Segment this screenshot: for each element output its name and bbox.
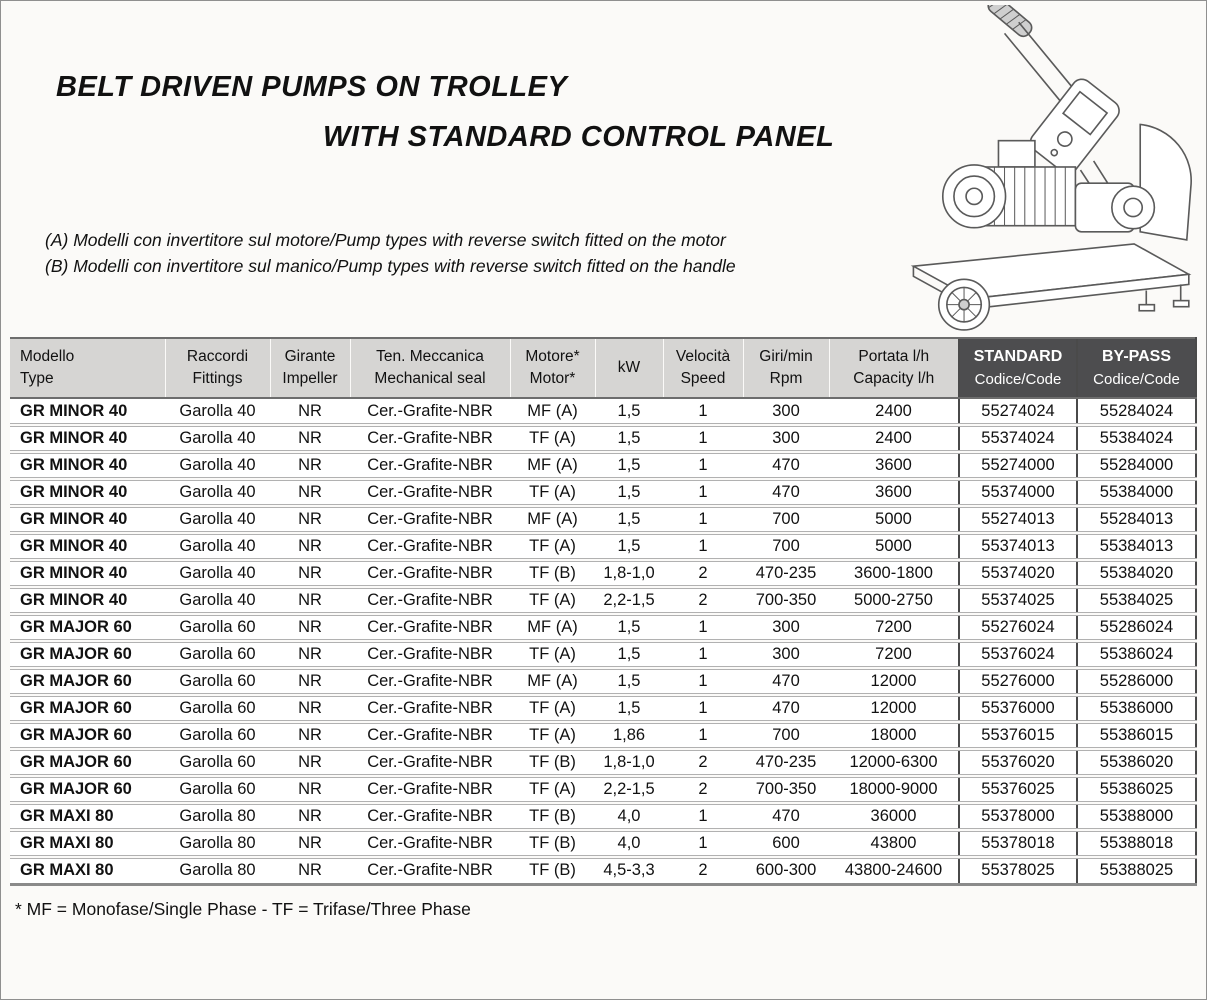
cell-kw: 1,5 <box>595 668 663 695</box>
cell-bypass: 55284024 <box>1077 398 1196 425</box>
cell-portata: 3600-1800 <box>829 560 959 587</box>
cell-standard: 55374024 <box>959 425 1077 452</box>
cell-standard: 55274024 <box>959 398 1077 425</box>
cell-portata: 12000-6300 <box>829 749 959 776</box>
cell-velocita: 1 <box>663 533 743 560</box>
cell-giri: 470 <box>743 695 829 722</box>
cell-velocita: 1 <box>663 425 743 452</box>
cell-modello: GR MAJOR 60 <box>10 668 165 695</box>
cell-portata: 5000 <box>829 506 959 533</box>
table-row <box>10 803 1196 830</box>
cell-standard: 55374000 <box>959 479 1077 506</box>
cell-bypass: 55384025 <box>1077 587 1196 614</box>
cell-portata: 5000 <box>829 533 959 560</box>
cell-bypass: 55286024 <box>1077 614 1196 641</box>
column-header-motore: Motore* Motor* <box>510 338 595 398</box>
cell-modello: GR MAXI 80 <box>10 857 165 884</box>
cell-seal: Cer.-Grafite-NBR <box>350 722 510 749</box>
cell-seal: Cer.-Grafite-NBR <box>350 560 510 587</box>
cell-giri: 700 <box>743 722 829 749</box>
cell-velocita: 1 <box>663 641 743 668</box>
cell-girante: NR <box>270 398 350 425</box>
table-row <box>10 452 1196 479</box>
cell-girante: NR <box>270 803 350 830</box>
cell-seal: Cer.-Grafite-NBR <box>350 425 510 452</box>
column-header-portata: Portata l/h Capacity l/h <box>829 338 959 398</box>
cell-raccordi: Garolla 40 <box>165 425 270 452</box>
cell-standard: 55374013 <box>959 533 1077 560</box>
cell-kw: 1,5 <box>595 506 663 533</box>
cell-modello: GR MINOR 40 <box>10 560 165 587</box>
cell-kw: 2,2-1,5 <box>595 587 663 614</box>
cell-kw: 1,5 <box>595 641 663 668</box>
cell-girante: NR <box>270 560 350 587</box>
cell-raccordi: Garolla 60 <box>165 668 270 695</box>
cell-seal: Cer.-Grafite-NBR <box>350 641 510 668</box>
cell-modello: GR MINOR 40 <box>10 506 165 533</box>
cell-girante: NR <box>270 695 350 722</box>
cell-motore: TF (B) <box>510 560 595 587</box>
cell-standard: 55274000 <box>959 452 1077 479</box>
cell-modello: GR MINOR 40 <box>10 533 165 560</box>
cell-motore: MF (A) <box>510 398 595 425</box>
cell-giri: 700-350 <box>743 587 829 614</box>
cell-girante: NR <box>270 830 350 857</box>
cell-seal: Cer.-Grafite-NBR <box>350 695 510 722</box>
column-header-girante: Girante Impeller <box>270 338 350 398</box>
cell-raccordi: Garolla 40 <box>165 479 270 506</box>
cell-kw: 1,5 <box>595 425 663 452</box>
cell-kw: 1,5 <box>595 479 663 506</box>
cell-portata: 18000 <box>829 722 959 749</box>
cell-raccordi: Garolla 60 <box>165 776 270 803</box>
pump-trolley-illustration <box>884 5 1200 331</box>
model-notes <box>45 227 736 280</box>
cell-seal: Cer.-Grafite-NBR <box>350 452 510 479</box>
cell-motore: TF (A) <box>510 641 595 668</box>
cell-girante: NR <box>270 479 350 506</box>
cell-raccordi: Garolla 80 <box>165 830 270 857</box>
cell-bypass: 55388025 <box>1077 857 1196 884</box>
cell-kw: 1,5 <box>595 398 663 425</box>
cell-kw: 1,86 <box>595 722 663 749</box>
column-header-raccordi: Raccordi Fittings <box>165 338 270 398</box>
cell-giri: 700 <box>743 533 829 560</box>
column-header-standard: STANDARD Codice/Code <box>959 338 1077 398</box>
cell-standard: 55374025 <box>959 587 1077 614</box>
table-row <box>10 398 1196 425</box>
cell-seal: Cer.-Grafite-NBR <box>350 398 510 425</box>
header-row <box>10 338 1196 398</box>
cell-portata: 3600 <box>829 452 959 479</box>
cell-kw: 1,5 <box>595 533 663 560</box>
cell-seal: Cer.-Grafite-NBR <box>350 533 510 560</box>
cell-standard: 55376025 <box>959 776 1077 803</box>
pump-trolley-drawing <box>884 5 1200 331</box>
cell-modello: GR MINOR 40 <box>10 398 165 425</box>
cell-velocita: 2 <box>663 776 743 803</box>
cell-girante: NR <box>270 425 350 452</box>
column-header-seal: Ten. Meccanica Mechanical seal <box>350 338 510 398</box>
cell-seal: Cer.-Grafite-NBR <box>350 479 510 506</box>
cell-portata: 2400 <box>829 398 959 425</box>
cell-raccordi: Garolla 60 <box>165 695 270 722</box>
cell-raccordi: Garolla 60 <box>165 722 270 749</box>
column-header-kw: kW <box>595 338 663 398</box>
cell-motore: TF (B) <box>510 857 595 884</box>
cell-bypass: 55388018 <box>1077 830 1196 857</box>
cell-bypass: 55386000 <box>1077 695 1196 722</box>
cell-girante: NR <box>270 452 350 479</box>
cell-raccordi: Garolla 40 <box>165 398 270 425</box>
cell-bypass: 55284013 <box>1077 506 1196 533</box>
cell-portata: 43800 <box>829 830 959 857</box>
cell-giri: 700 <box>743 506 829 533</box>
table-body <box>10 398 1196 884</box>
cell-motore: TF (A) <box>510 479 595 506</box>
cell-seal: Cer.-Grafite-NBR <box>350 668 510 695</box>
cell-seal: Cer.-Grafite-NBR <box>350 857 510 884</box>
cell-raccordi: Garolla 40 <box>165 560 270 587</box>
cell-standard: 55376015 <box>959 722 1077 749</box>
cell-raccordi: Garolla 40 <box>165 506 270 533</box>
cell-modello: GR MINOR 40 <box>10 425 165 452</box>
cell-modello: GR MINOR 40 <box>10 479 165 506</box>
column-header-giri: Giri/min Rpm <box>743 338 829 398</box>
cell-raccordi: Garolla 60 <box>165 614 270 641</box>
cell-motore: TF (A) <box>510 695 595 722</box>
cell-velocita: 1 <box>663 614 743 641</box>
cell-motore: MF (A) <box>510 452 595 479</box>
cell-standard: 55378018 <box>959 830 1077 857</box>
table-row <box>10 668 1196 695</box>
cell-bypass: 55384000 <box>1077 479 1196 506</box>
cell-girante: NR <box>270 614 350 641</box>
cell-modello: GR MAJOR 60 <box>10 641 165 668</box>
cell-portata: 7200 <box>829 641 959 668</box>
cell-giri: 300 <box>743 641 829 668</box>
cell-motore: MF (A) <box>510 668 595 695</box>
table-row <box>10 749 1196 776</box>
cell-kw: 1,8-1,0 <box>595 560 663 587</box>
cell-velocita: 1 <box>663 722 743 749</box>
cell-velocita: 2 <box>663 560 743 587</box>
cell-raccordi: Garolla 60 <box>165 749 270 776</box>
cell-girante: NR <box>270 722 350 749</box>
cell-bypass: 55284000 <box>1077 452 1196 479</box>
cell-bypass: 55384020 <box>1077 560 1196 587</box>
cell-girante: NR <box>270 749 350 776</box>
column-header-bypass: BY-PASS Codice/Code <box>1077 338 1196 398</box>
cell-velocita: 1 <box>663 479 743 506</box>
cell-velocita: 2 <box>663 749 743 776</box>
cell-velocita: 1 <box>663 830 743 857</box>
cell-giri: 470 <box>743 668 829 695</box>
cell-giri: 700-350 <box>743 776 829 803</box>
cell-modello: GR MAXI 80 <box>10 830 165 857</box>
cell-modello: GR MAJOR 60 <box>10 776 165 803</box>
table-row <box>10 830 1196 857</box>
cell-giri: 470 <box>743 803 829 830</box>
cell-portata: 43800-24600 <box>829 857 959 884</box>
cell-raccordi: Garolla 80 <box>165 803 270 830</box>
cell-girante: NR <box>270 776 350 803</box>
cell-motore: TF (A) <box>510 722 595 749</box>
cell-motore: MF (A) <box>510 614 595 641</box>
cell-modello: GR MAJOR 60 <box>10 722 165 749</box>
cell-kw: 4,5-3,3 <box>595 857 663 884</box>
cell-modello: GR MINOR 40 <box>10 587 165 614</box>
cell-seal: Cer.-Grafite-NBR <box>350 587 510 614</box>
cell-velocita: 1 <box>663 695 743 722</box>
table-header <box>10 338 1196 398</box>
cell-bypass: 55386025 <box>1077 776 1196 803</box>
cell-girante: NR <box>270 587 350 614</box>
cell-giri: 470 <box>743 452 829 479</box>
table-row <box>10 560 1196 587</box>
table-row <box>10 641 1196 668</box>
cell-bypass: 55386024 <box>1077 641 1196 668</box>
cell-portata: 5000-2750 <box>829 587 959 614</box>
cell-standard: 55378025 <box>959 857 1077 884</box>
cell-portata: 36000 <box>829 803 959 830</box>
cell-girante: NR <box>270 857 350 884</box>
page-subtitle: WITH STANDARD CONTROL PANEL <box>323 121 835 153</box>
cell-portata: 12000 <box>829 695 959 722</box>
cell-seal: Cer.-Grafite-NBR <box>350 803 510 830</box>
cell-motore: MF (A) <box>510 506 595 533</box>
cell-raccordi: Garolla 40 <box>165 587 270 614</box>
table-row <box>10 776 1196 803</box>
cell-motore: TF (A) <box>510 533 595 560</box>
cell-giri: 470-235 <box>743 560 829 587</box>
cell-standard: 55376024 <box>959 641 1077 668</box>
table-row <box>10 506 1196 533</box>
cell-giri: 300 <box>743 398 829 425</box>
cell-giri: 300 <box>743 425 829 452</box>
cell-velocita: 1 <box>663 506 743 533</box>
cell-portata: 18000-9000 <box>829 776 959 803</box>
cell-modello: GR MAJOR 60 <box>10 749 165 776</box>
note-a: (A) Modelli con invertitore sul motore/Pump types with reverse switch fitted on the motor <box>45 230 726 250</box>
cell-standard: 55276000 <box>959 668 1077 695</box>
cell-motore: TF (A) <box>510 587 595 614</box>
cell-bypass: 55384024 <box>1077 425 1196 452</box>
table-row <box>10 695 1196 722</box>
cell-kw: 1,5 <box>595 695 663 722</box>
cell-motore: TF (A) <box>510 425 595 452</box>
cell-seal: Cer.-Grafite-NBR <box>350 776 510 803</box>
cell-velocita: 2 <box>663 857 743 884</box>
cell-seal: Cer.-Grafite-NBR <box>350 506 510 533</box>
column-header-velocita: Velocità Speed <box>663 338 743 398</box>
cell-velocita: 1 <box>663 668 743 695</box>
cell-standard: 55276024 <box>959 614 1077 641</box>
cell-giri: 600-300 <box>743 857 829 884</box>
cell-velocita: 2 <box>663 587 743 614</box>
phase-footnote: * MF = Monofase/Single Phase - TF = Trifase/Three Phase <box>15 898 471 919</box>
cell-portata: 2400 <box>829 425 959 452</box>
cell-modello: GR MAJOR 60 <box>10 614 165 641</box>
cell-seal: Cer.-Grafite-NBR <box>350 614 510 641</box>
cell-modello: GR MINOR 40 <box>10 452 165 479</box>
cell-girante: NR <box>270 506 350 533</box>
page-header <box>1 1 1206 331</box>
cell-girante: NR <box>270 668 350 695</box>
table-row <box>10 587 1196 614</box>
page-title: BELT DRIVEN PUMPS ON TROLLEY <box>56 71 568 103</box>
cell-standard: 55376000 <box>959 695 1077 722</box>
cell-motore: TF (B) <box>510 830 595 857</box>
cell-girante: NR <box>270 641 350 668</box>
cell-giri: 470-235 <box>743 749 829 776</box>
cell-seal: Cer.-Grafite-NBR <box>350 749 510 776</box>
cell-bypass: 55286000 <box>1077 668 1196 695</box>
cell-giri: 470 <box>743 479 829 506</box>
cell-bypass: 55384013 <box>1077 533 1196 560</box>
table-row <box>10 857 1196 884</box>
cell-modello: GR MAXI 80 <box>10 803 165 830</box>
cell-velocita: 1 <box>663 398 743 425</box>
cell-modello: GR MAJOR 60 <box>10 695 165 722</box>
cell-kw: 4,0 <box>595 803 663 830</box>
cell-seal: Cer.-Grafite-NBR <box>350 830 510 857</box>
cell-raccordi: Garolla 60 <box>165 641 270 668</box>
cell-portata: 7200 <box>829 614 959 641</box>
cell-girante: NR <box>270 533 350 560</box>
cell-bypass: 55388000 <box>1077 803 1196 830</box>
cell-raccordi: Garolla 40 <box>165 452 270 479</box>
cell-standard: 55376020 <box>959 749 1077 776</box>
table-row <box>10 614 1196 641</box>
cell-giri: 600 <box>743 830 829 857</box>
cell-bypass: 55386020 <box>1077 749 1196 776</box>
cell-kw: 2,2-1,5 <box>595 776 663 803</box>
cell-kw: 4,0 <box>595 830 663 857</box>
column-header-modello: Modello Type <box>10 338 165 398</box>
cell-kw: 1,5 <box>595 614 663 641</box>
cell-motore: TF (B) <box>510 803 595 830</box>
table-row <box>10 533 1196 560</box>
cell-velocita: 1 <box>663 452 743 479</box>
pump-spec-table <box>10 337 1197 886</box>
cell-motore: TF (B) <box>510 749 595 776</box>
cell-portata: 12000 <box>829 668 959 695</box>
cell-motore: TF (A) <box>510 776 595 803</box>
cell-bypass: 55386015 <box>1077 722 1196 749</box>
cell-raccordi: Garolla 40 <box>165 533 270 560</box>
cell-standard: 55374020 <box>959 560 1077 587</box>
note-b: (B) Modelli con invertitore sul manico/Pump types with reverse switch fitted on the handle <box>45 256 736 277</box>
cell-kw: 1,5 <box>595 452 663 479</box>
table-row <box>10 479 1196 506</box>
cell-velocita: 1 <box>663 803 743 830</box>
cell-standard: 55378000 <box>959 803 1077 830</box>
cell-portata: 3600 <box>829 479 959 506</box>
table-row <box>10 425 1196 452</box>
cell-standard: 55274013 <box>959 506 1077 533</box>
table-row <box>10 722 1196 749</box>
cell-kw: 1,8-1,0 <box>595 749 663 776</box>
cell-giri: 300 <box>743 614 829 641</box>
cell-raccordi: Garolla 80 <box>165 857 270 884</box>
